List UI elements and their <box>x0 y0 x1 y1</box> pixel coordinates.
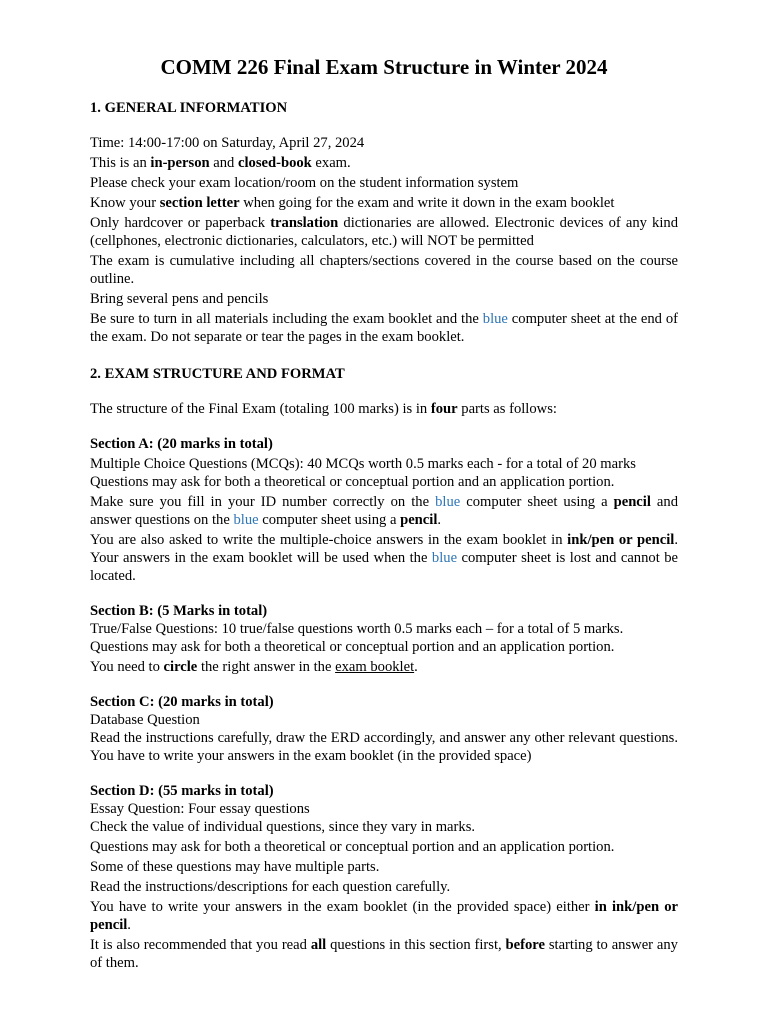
turn-in-note: Be sure to turn in all materials including the exam booklet and the blue computer sheet at the end of the exam. Do not separate or tear the pages in the exam booklet. <box>90 311 678 345</box>
section-d-line: Read the instructions/descriptions for each question carefully. <box>90 879 451 895</box>
section-c-heading: Section C: (20 marks in total) <box>90 694 274 710</box>
section-b-heading: Section B: (5 Marks in total) <box>90 603 268 619</box>
document-title: COMM 226 Final Exam Structure in Winter 2024 <box>160 55 608 79</box>
dictionaries-note: Only hardcover or paperback translation dictionaries are allowed. Electronic devices of any kind (cellphones, electronic dictionaries, calculators, etc.) will NOT be permitted <box>90 215 679 249</box>
exam-time: Time: 14:00-17:00 on Saturday, April 27, 2024 <box>90 135 365 151</box>
document-page <box>90 52 678 974</box>
section-b-line: Questions may ask for both a theoretical or conceptual portion and an application portion. <box>90 639 615 655</box>
structure-heading: 2. EXAM STRUCTURE AND FORMAT <box>90 366 345 382</box>
cumulative-note: The exam is cumulative including all chapters/sections covered in the course based on the course outline. <box>90 253 678 287</box>
exam-type: This is an in-person and closed-book exam. <box>90 155 351 171</box>
section-a-heading: Section A: (20 marks in total) <box>90 436 273 452</box>
section-b-line: You need to circle the right answer in the exam booklet. <box>90 659 418 675</box>
section-a-line: Questions may ask for both a theoretical or conceptual portion and an application portion. <box>90 474 615 490</box>
section-d-line: You have to write your answers in the exam booklet (in the provided space) either in ink/pen or pencil. <box>90 899 678 933</box>
section-a-line: Multiple Choice Questions (MCQs): 40 MCQs worth 0.5 marks each - for a total of 20 marks <box>90 456 636 472</box>
section-d-line: It is also recommended that you read all questions in this section first, before starting to answer any of them. <box>90 937 678 971</box>
section-a-line: Make sure you fill in your ID number correctly on the blue computer sheet using a pencil and answer questions on the blue computer sheet using a pencil. <box>90 494 678 528</box>
exam-location: Please check your exam location/room on the student information system <box>90 175 519 191</box>
section-a-line: You are also asked to write the multiple-choice answers in the exam booklet in ink/pen or pencil. Your answers in the exam booklet will be used when the blue computer sheet is lost and cannot be located. <box>90 532 679 584</box>
pens-note: Bring several pens and pencils <box>90 291 269 307</box>
general-info-heading: 1. GENERAL INFORMATION <box>90 100 288 116</box>
section-d-line: Essay Question: Four essay questions <box>90 801 310 817</box>
section-b-line: True/False Questions: 10 true/false questions worth 0.5 marks each – for a total of 5 marks. <box>90 621 624 637</box>
structure-intro: The structure of the Final Exam (totaling 100 marks) is in four parts as follows: <box>90 401 557 417</box>
section-c-line: Database Question <box>90 712 200 728</box>
section-d-line: Questions may ask for both a theoretical or conceptual portion and an application portion. <box>90 839 615 855</box>
section-c-line: Read the instructions carefully, draw the ERD accordingly, and answer any other relevant questions. You have to write your answers in the exam booklet (in the provided space) <box>90 730 678 764</box>
section-letter-note: Know your section letter when going for the exam and write it down in the exam booklet <box>90 195 615 211</box>
section-d-line: Some of these questions may have multiple parts. <box>90 859 380 875</box>
section-d-heading: Section D: (55 marks in total) <box>90 783 274 799</box>
section-d-line: Check the value of individual questions, since they vary in marks. <box>90 819 476 835</box>
